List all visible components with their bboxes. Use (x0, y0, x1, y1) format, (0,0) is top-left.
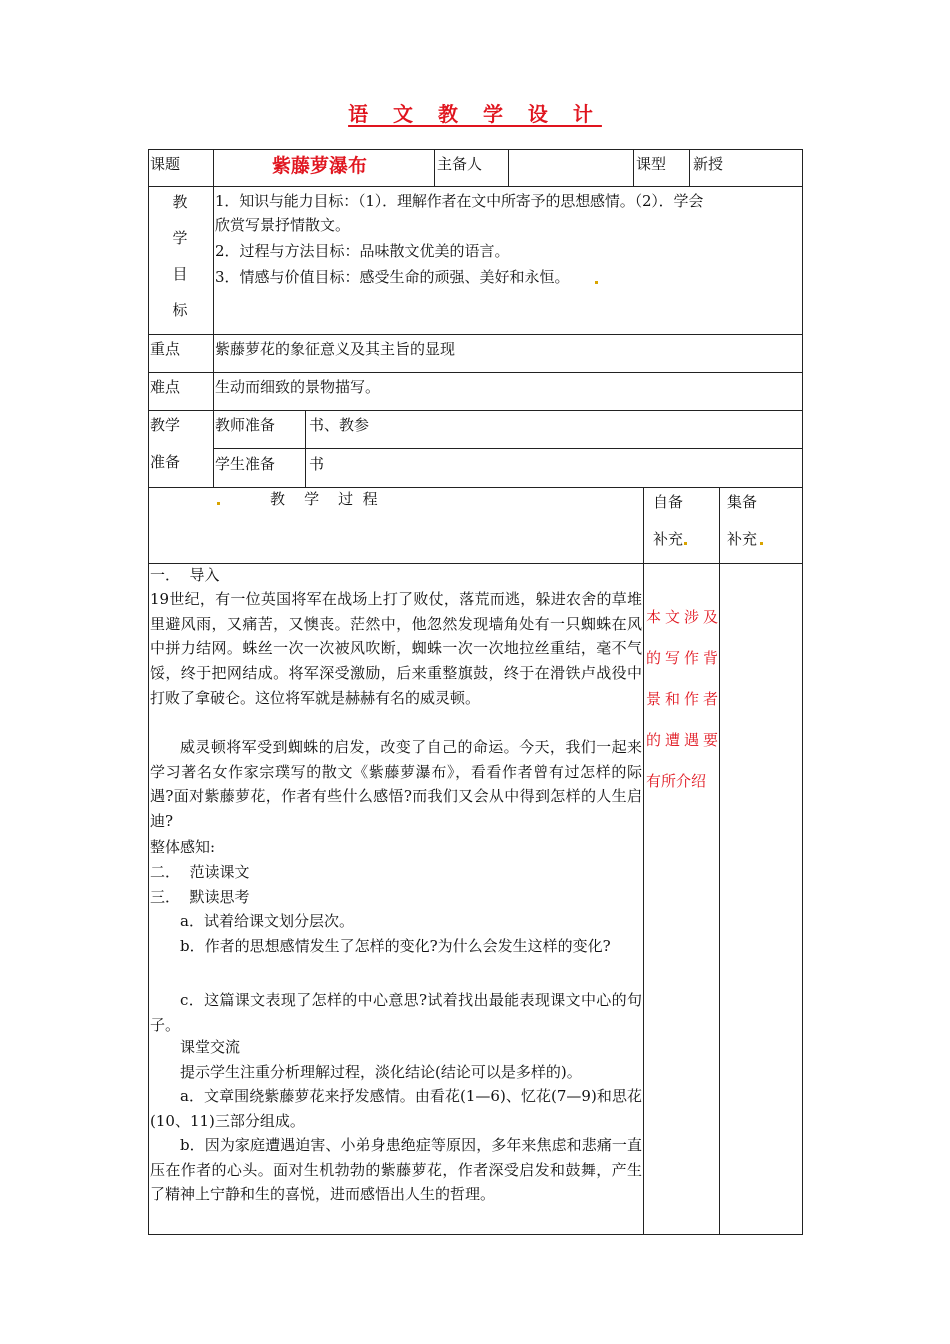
difficulty-value: 生动而细致的景物描写。 (215, 378, 381, 396)
col-divider (213, 149, 214, 487)
key-point-label: 重点 (150, 340, 181, 358)
decoration-dot (595, 281, 598, 284)
col-divider (508, 149, 509, 186)
section-1-title: 一． 导入 (150, 566, 220, 584)
difficulty-label: 难点 (150, 378, 181, 396)
goal-line: 1．知识与能力目标：（1）．理解作者在文中所寄予的思想感情。（2）．学会 (215, 192, 704, 210)
author-label: 主备人 (437, 155, 483, 173)
overall-label: 整体感知: (150, 838, 216, 856)
self-supplement-label: 自备 (653, 493, 684, 511)
self-supplement-label: 补充 (653, 530, 684, 548)
goals-label-char: 学 (172, 229, 188, 247)
prep-label-line: 准备 (150, 453, 181, 471)
teacher-prep-label: 教师准备 (215, 416, 276, 434)
row-divider (148, 563, 803, 564)
section-2-title: 二． 范读课文 (150, 863, 250, 881)
row-divider (148, 487, 803, 488)
row-divider (148, 186, 803, 187)
answer-a: a．文章围绕紫藤萝花来抒发感情。由看花(1—6)、忆花(7—9)和思花(10、11)三部分组成。 (150, 1087, 642, 1130)
goal-line: 3．情感与价值目标：感受生命的顽强、美好和永恒。 (215, 268, 570, 286)
decoration-dot (217, 502, 220, 505)
answer-b: b．因为家庭遭遇迫害、小弟身患绝症等原因，多年来焦虑和悲痛一直压在作者的心头。面对生机勃勃的紫藤萝花，作者深受启发和鼓舞，产生了精神上宁静和生的喜悦，进而感悟出人生的哲理。 (150, 1136, 642, 1204)
intro-paragraph: 19世纪，有一位英国将军在战场上打了败仗，落荒而逃，躲进农舍的草堆里避风雨，又痛苦，又懊丧。茫然中，他忽然发现墙角处有一只蜘蛛在风中拼力结网。蛛丝一次一次被风吹断，蜘蛛一次一次地拉丝重结，毫不气馁，终于把网结成。将军深受激励，后来重整旗鼓，终于在滑铁卢战役中打败了拿破仑。这位将军就是赫赫有名的威灵顿。 (150, 590, 642, 707)
goals-label-char: 教 (172, 193, 188, 211)
student-prep-label: 学生准备 (215, 455, 276, 473)
lesson-title: 紫藤萝瀑布 (272, 155, 368, 177)
col-divider (689, 149, 690, 186)
group-supplement-label: 补充 (727, 530, 758, 548)
type-label: 课型 (636, 155, 667, 173)
col-divider (719, 487, 720, 1235)
group-supplement-label: 集备 (727, 493, 758, 511)
goals-label (150, 192, 210, 336)
type-value: 新授 (693, 155, 724, 173)
student-prep-value: 书 (309, 455, 325, 473)
col-divider (633, 149, 634, 186)
col-divider (434, 149, 435, 186)
intro-paragraph-2: 威灵顿将军受到蜘蛛的启发，改变了自己的命运。今天，我们一起来学习著名女作家宗璞写的散文《紫藤萝瀑布》，看看作者曾有过怎样的际遇?面对紫藤萝花，作者有些什么感悟?而我们又会从中得到怎样的人生启迪? (150, 738, 642, 831)
question-c: c．这篇课文表现了怎样的中心意思?试着找出最能表现课文中心的句子。 (150, 991, 642, 1034)
process-header: 教 学 过 程 (270, 490, 378, 508)
side-note: 本文涉及的写作背景和作者的遭遇要有所介绍 (646, 608, 718, 790)
row-divider (148, 372, 803, 373)
row-divider (213, 448, 803, 449)
row-divider (148, 410, 803, 411)
decoration-dot (760, 542, 763, 545)
goals-label-char: 目 (172, 265, 188, 283)
row-divider (148, 334, 803, 335)
key-point-value: 紫藤萝花的象征意义及其主旨的显现 (215, 340, 456, 358)
question-b: b．作者的思想感情发生了怎样的变化?为什么会发生这样的变化? (180, 937, 611, 955)
goals-label-char: 标 (172, 301, 188, 319)
classroom-label: 课堂交流 (180, 1038, 241, 1056)
prep-label-line: 教学 (150, 416, 181, 434)
teacher-prep-value: 书、教参 (309, 416, 370, 434)
hint-line: 提示学生注重分析理解过程，淡化结论(结论可以是多样的)。 (180, 1063, 582, 1081)
question-a: a．试着给课文划分层次。 (180, 912, 354, 930)
page-title: 语 文 教 学 设 计 (348, 102, 602, 126)
goal-line: 2．过程与方法目标：品味散文优美的语言。 (215, 242, 510, 260)
decoration-dot (684, 542, 687, 545)
goal-line: 欣赏写景抒情散文。 (215, 216, 351, 234)
col-divider (643, 487, 644, 1235)
subject-label: 课题 (150, 155, 181, 173)
col-divider (305, 410, 306, 487)
section-3-title: 三． 默读思考 (150, 888, 250, 906)
